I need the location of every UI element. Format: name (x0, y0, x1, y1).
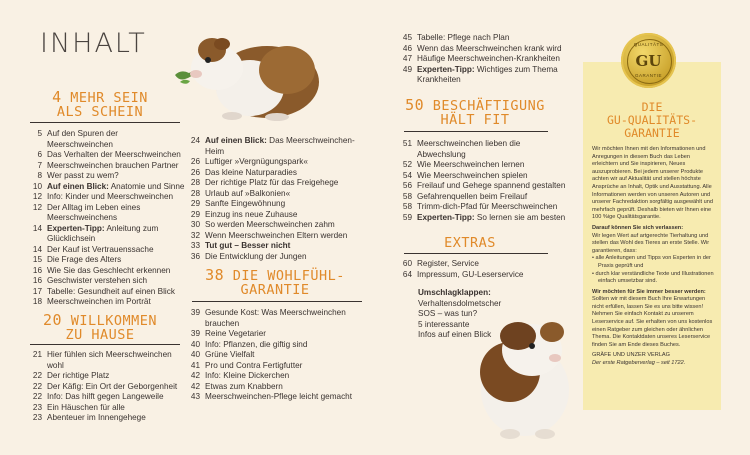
toc-entry (28, 171, 186, 182)
toc-entry-title: Krankheiten (417, 75, 461, 84)
page-title: INHALT (40, 28, 147, 59)
toc-entry-title: Impressum, GU-Leserservice (417, 269, 524, 279)
toc-entry-title: Gesunde Kost: Was Meerschweinchen (205, 308, 346, 317)
toc-page-number: 16 (32, 276, 42, 285)
toc-entry-title: Wie Meerschweinchen spielen (417, 170, 528, 180)
toc-entry (186, 308, 366, 319)
toc-entry-title: Reine Vegetarier (205, 329, 266, 338)
toc-page-number: 56 (402, 181, 412, 190)
toc-entry (28, 287, 186, 298)
toc-entry-title: Auf einen Blick: Das Meerschweinchen-Heim (205, 136, 355, 156)
toc-entry-title: Experten-Tipp: So lernen sie am besten (417, 212, 566, 222)
toc-entry-title: Abenteuer im Innengehege (47, 413, 146, 422)
guinea-pig-eating-image (172, 20, 322, 125)
toc-page-number: 29 (190, 209, 200, 219)
toc-page-number: 32 (190, 230, 200, 240)
toc-entry-title: brauchen (205, 318, 240, 328)
toc-entry-title: Abwechslung (417, 149, 466, 159)
section-heading-4: 4 MEHR SEIN ALS SCHEIN (52, 88, 148, 120)
toc-entry-title: Meerschweinchen im Porträt (47, 297, 151, 306)
toc-entry-title: Meerschweinchen brauchen Partner (47, 160, 179, 170)
toc-entry (28, 203, 186, 214)
section-heading-20: 20 WILLKOMMEN ZU HAUSE (43, 311, 157, 343)
toc-page-number: 45 (402, 33, 412, 42)
toc-entry-title: Der Kauf ist Vertrauenssache (47, 244, 154, 254)
toc-page-number: 30 (190, 220, 200, 229)
toc-entry (186, 252, 366, 263)
toc-entry-title: Meerschweinchens (47, 213, 118, 222)
toc-entry-title: Register, Service (417, 259, 479, 268)
toc-entry-title: Geschwister verstehen sich (47, 276, 148, 285)
toc-page-number: 17 (32, 286, 42, 296)
toc-page-number: 39 (190, 308, 200, 317)
toc-entry-title: Der Alltag im Leben eines (47, 202, 141, 212)
section-heading-50: 50 BESCHÄFTIGUNG HÄLT FIT (405, 96, 545, 128)
toc-page-number: 26 (190, 167, 200, 177)
toc-entry-title: Trimm-dich-Pfad für Meerschweinchen (417, 202, 558, 211)
toc-entry-title: Einzug ins neue Zuhause (205, 209, 298, 219)
toc-entry-title: Ein Häuschen für alle (47, 402, 125, 412)
toc-entry-title: Luftiger »Vergnügungspark« (205, 157, 308, 166)
toc-page-number: 39 (190, 329, 200, 338)
toc-entry-title: Info: Das hilft gegen Langeweile (47, 392, 164, 401)
toc-entry-title: Wie Sie das Geschlecht erkennen (47, 265, 171, 275)
toc-entry-title: Der richtige Platz (47, 371, 110, 380)
toc-entry-title: Tut gut – Besser nicht (205, 241, 291, 250)
toc-entry-title: Das Verhalten der Meerschweinchen (47, 150, 181, 159)
toc-entry (28, 266, 186, 277)
toc-entry (186, 361, 366, 372)
toc-entry-title: Wer passt zu wem? (47, 171, 119, 180)
toc-entry-title: Experten-Tipp: Wichtiges zum Thema (417, 64, 558, 74)
toc-page-number: 33 (190, 241, 200, 250)
toc-entry-title: Das kleine Naturparadies (205, 167, 297, 177)
toc-page-number: 22 (32, 381, 42, 391)
toc-entry (398, 213, 578, 224)
toc-list-section-38-cont (398, 33, 578, 86)
toc-entry-title: Hier fühlen sich Meerschweinchen wohl (47, 350, 172, 370)
toc-page-number: 6 (37, 150, 42, 159)
toc-entry-title: Info: Pflanzen, die giftig sind (205, 339, 308, 349)
toc-entry (28, 182, 186, 193)
toc-entry (398, 54, 578, 65)
toc-list-section-20 (28, 350, 186, 424)
toc-entry (28, 192, 186, 203)
toc-entry (186, 168, 366, 179)
toc-entry-title: Auf einen Blick: Anatomie und Sinne (47, 181, 185, 191)
toc-page-number: 42 (190, 371, 200, 380)
toc-entry (186, 210, 366, 221)
toc-page-number: 47 (402, 54, 412, 63)
toc-entry-title: Tabelle: Pflege nach Plan (417, 33, 510, 42)
section-rule (192, 301, 362, 302)
toc-page-number: 52 (402, 160, 412, 169)
toc-entry-title: Experten-Tipp: Anleitung zum (47, 223, 159, 233)
toc-entry (28, 350, 186, 371)
toc-entry (186, 371, 366, 382)
toc-page-number: 12 (32, 192, 42, 201)
toc-page-number: 15 (32, 255, 42, 264)
toc-page-number: 7 (37, 160, 42, 170)
toc-entry (28, 392, 186, 403)
toc-entry-title: Info: Kinder und Meerschweinchen (47, 192, 174, 201)
toc-page-number: 49 (402, 64, 412, 74)
toc-entry (28, 245, 186, 256)
toc-entry (28, 224, 186, 235)
toc-entry (28, 161, 186, 172)
toc-page-number: 26 (190, 157, 200, 166)
toc-page-number: 58 (402, 202, 412, 211)
toc-page-number: 40 (190, 350, 200, 359)
toc-entry-title: Info: Kleine Dickerchen (205, 371, 290, 380)
toc-page-number: 60 (402, 259, 412, 268)
toc-entry-title: Gefahrenquellen beim Freilauf (417, 191, 528, 201)
toc-entry-title: Sanfte Eingewöhnung (205, 199, 286, 208)
toc-page-number: 28 (190, 188, 200, 198)
toc-entry-title: Glücklichsein (47, 234, 96, 243)
toc-page-number: 22 (32, 371, 42, 380)
toc-entry (398, 75, 578, 86)
section-rule (404, 131, 548, 132)
toc-entry (28, 255, 186, 266)
toc-entry (186, 350, 366, 361)
toc-entry (28, 213, 186, 224)
toc-page-number: 42 (190, 381, 200, 391)
toc-entry (398, 259, 578, 270)
gu-guarantee-text: Wir möchten Ihnen mit den Informationen und Anregungen in diesem Buch das Leben erleichtern und Sie inspirieren, Neues auszuprobieren. Bei jedem unserer Produkte achten wir auf Aktualität und stellen höchste Ansprüche an Inhalt, Optik und Ausstattung. Alle Informationen werden von unseren Autoren und unserer Fachredaktion sorgfältig ausgewählt und mehrfach geprüft. Deshalb bieten wir Ihnen eine 100 %ige Qualitätsgarantie. Darauf können Sie sich verlassen: Wir legen Wert auf artgerechte Tierhaltung und stellen das Wohl des Tieres an erste Stelle. Wir garantieren, dass: • alle Anleitungen und Tipps von Experten in der Praxis geprüft und • durch klar verständliche Texte und Illustrationen einfach umsetzbar sind. Wir möchten für Sie immer besser werden: Sollten wir mit diesem Buch Ihre Erwartungen nicht erfüllen, lassen Sie es uns bitte wissen! Nehmen Sie einfach Kontakt zu unserem Leserservice auf. Sie erhalten von uns kostenlos einen Ratgeber zum gleichen oder ähnlichen Thema. Die Kontaktdaten unseres Leserservice finden Sie am Ende dieses Buches. GRÄFE UND UNZER VERLAG Der erste Ratgeberverlag – seit 1722. (592, 146, 714, 367)
toc-entry-title: Die Frage des Alters (47, 255, 122, 264)
toc-entry (398, 181, 578, 192)
toc-entry (186, 231, 366, 242)
toc-page-number: 5 (37, 129, 42, 138)
toc-entry (28, 234, 186, 245)
toc-entry-title: Häufige Meerschweinchen-Krankheiten (417, 54, 560, 63)
toc-entry (398, 44, 578, 55)
toc-list-section-4 (28, 129, 186, 308)
toc-entry-title: Die Entwicklung der Jungen (205, 251, 307, 261)
toc-entry (398, 202, 578, 213)
toc-page-number: 21 (32, 350, 42, 359)
toc-entry-title: Der Käfig: Ein Ort der Geborgenheit (47, 381, 178, 391)
toc-entry (398, 171, 578, 182)
toc-page-number: 28 (190, 178, 200, 187)
toc-entry (186, 199, 366, 210)
toc-entry-title: Auf den Spuren der Meerschweinchen (47, 129, 119, 149)
toc-entry (28, 297, 186, 308)
toc-entry (28, 371, 186, 382)
section-rule (404, 253, 548, 254)
toc-page-number: 14 (32, 244, 42, 254)
toc-entry (186, 178, 366, 189)
cover-flaps-info: Umschlagklappen: Verhaltensdolmetscher SOS – was tun? 5 interessante Infos auf einen Blick (418, 288, 502, 339)
toc-list-section-20-cont (186, 136, 366, 262)
toc-entry-title: So werden Meerschweinchen zahm (205, 220, 335, 229)
toc-entry-title: Tabelle: Gesundheit auf einen Blick (47, 286, 175, 296)
section-heading-extras: EXTRAS (444, 235, 496, 251)
toc-entry (186, 189, 366, 200)
toc-entry (28, 403, 186, 414)
toc-entry (186, 136, 366, 157)
gu-quality-seal-icon: QUALITÄTS GU GARANTIE (621, 33, 676, 88)
toc-entry (398, 150, 578, 161)
toc-entry-title: Grüne Vielfalt (205, 350, 255, 359)
toc-page-number: 24 (190, 136, 200, 145)
toc-entry (28, 276, 186, 287)
toc-entry-title: Meerschweinchen-Pflege leicht gemacht (205, 392, 352, 401)
toc-page-number: 43 (190, 392, 200, 401)
toc-page-number: 23 (32, 402, 42, 412)
toc-page-number: 10 (32, 181, 42, 191)
toc-list-section-38 (186, 308, 366, 403)
toc-page-number: 18 (32, 297, 42, 306)
toc-entry (398, 33, 578, 44)
toc-page-number: 8 (37, 171, 42, 180)
toc-page-number: 22 (32, 392, 42, 401)
toc-page-number: 23 (32, 413, 42, 422)
toc-entry (186, 220, 366, 231)
toc-page-number: 59 (402, 212, 412, 222)
gu-guarantee-title: DIE GU-QUALITÄTS- GARANTIE (606, 100, 697, 140)
toc-entry (28, 129, 186, 150)
toc-page-number: 16 (32, 265, 42, 275)
section-rule (30, 344, 180, 345)
toc-entry (186, 392, 366, 403)
toc-page-number: 64 (402, 269, 412, 279)
toc-entry (28, 413, 186, 424)
toc-entry (186, 382, 366, 393)
toc-page-number: 14 (32, 223, 42, 233)
toc-entry-title: Wenn das Meerschweinchen krank wird (417, 43, 562, 53)
toc-entry (398, 139, 578, 150)
toc-entry-title: Der richtige Platz für das Freigehege (205, 178, 339, 187)
toc-page-number: 46 (402, 43, 412, 53)
toc-entry (186, 340, 366, 351)
toc-entry (398, 160, 578, 171)
toc-entry-title: Wie Meerschweinchen lernen (417, 160, 525, 169)
toc-entry (398, 192, 578, 203)
toc-entry (28, 150, 186, 161)
toc-entry-title: Urlaub auf »Balkonien« (205, 188, 291, 198)
toc-entry (398, 65, 578, 76)
toc-entry (186, 241, 366, 252)
toc-page-number: 29 (190, 199, 200, 208)
toc-page-number: 58 (402, 191, 412, 201)
toc-entry-title: Etwas zum Knabbern (205, 381, 283, 391)
section-heading-38: 38 DIE WOHLFÜHL- GARANTIE (205, 266, 345, 298)
toc-page-number: 12 (32, 202, 42, 212)
toc-entry (186, 319, 366, 330)
toc-entry (186, 329, 366, 340)
toc-list-section-50 (398, 139, 578, 223)
toc-entry-title: Wenn Meerschweinchen Eltern werden (205, 230, 348, 240)
toc-page-number: 40 (190, 339, 200, 349)
toc-page-number: 51 (402, 139, 412, 148)
toc-entry (28, 382, 186, 393)
toc-entry (398, 270, 578, 281)
toc-entry-title: Freilauf und Gehege spannend gestalten (417, 181, 566, 190)
guinea-pig-sitting-image (470, 310, 580, 445)
toc-entry-title: Meerschweinchen lieben die (417, 139, 521, 148)
toc-entry-title: Pro und Contra Fertigfutter (205, 360, 303, 370)
toc-page-number: 41 (190, 360, 200, 370)
section-rule (30, 122, 180, 123)
toc-list-extras (398, 259, 578, 280)
toc-entry (186, 157, 366, 168)
toc-page-number: 36 (190, 251, 200, 261)
toc-page-number: 54 (402, 170, 412, 180)
